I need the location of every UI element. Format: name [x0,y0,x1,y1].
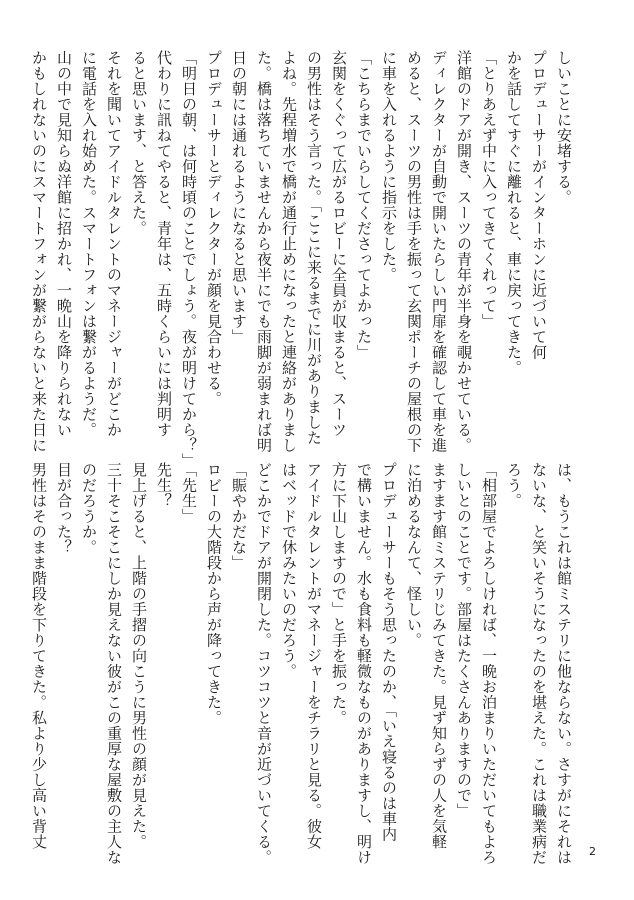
text-block-upper [30,50,576,469]
text-line: どこかでドアが開閉した。コツコツと音が近づいてくる。 [255,462,273,865]
text-line: ないな、と笑いそうになったのを堪えた。これは職業病だ [530,462,548,865]
text-line: めると、スーツの男性は手を振って玄関ポーチの屋根の下 [405,50,423,453]
text-line: のだろうか。 [80,462,98,555]
text-line: プロデューサーとディレクターが顔を見合わせる。 [205,50,223,407]
text-line: しいとのことです。部屋はたくさんありますので」 [455,462,473,819]
text-line: ディレクターが自動で開いたらしい門扉を確認して車を進 [430,50,448,453]
text-line: に電話を入れ始めた。スマートフォンは繋がるようだ。 [80,50,98,438]
text-line: 玄関をくぐって広がるロビーに全員が収まると、スーツ [330,50,348,438]
text-line: 「こちらまでいらしてくださってよかった」 [355,50,373,360]
page-number: 2 [589,845,596,858]
text-line: 日の朝には通れるようになると思います」 [230,50,248,345]
text-line: ろう。 [505,462,523,509]
text-line: た。橋は落ちていませんから夜半にでも雨脚が弱まれば明 [255,50,273,453]
text-block-lower [30,462,576,865]
text-line: プロデューサーもそう思ったのか、「いえ寝るのは車内 [380,462,398,842]
text-line: 目が合った？ [55,462,73,555]
text-line: 「相部屋でよろしければ、一晩お泊まりいただいてもよろ [480,462,498,865]
text-line: 方に下山しますので」と手を振った。 [330,462,348,726]
text-line: ると思います、と答えた。 [130,50,148,236]
text-line: ますます館ミステリじみてきた。見ず知らずの人を気軽 [430,462,448,850]
text-line: 「先生」 [180,462,198,524]
text-line: それを聞いてアイドルタレントのマネージャーがどこか [105,50,123,438]
text-line: かもしれないのにスマートフォンが繋がらないと来た日に [30,50,48,453]
text-line: の男性はそう言った。「ここに来るまでに川がありました [305,50,323,446]
text-line: は、もうこれは館ミステリに他ならない。さすがにそれは [555,462,573,865]
text-line: で構いません。水も食料も軽微なものがありますし、明け [355,462,373,865]
text-line: 「とりあえず中に入ってきてくれって」 [480,50,498,329]
text-line: 男性はそのまま階段を下りてきた。私より少し高い背丈 [30,462,48,850]
text-line: よね。先程増水で橋が通行止めになったと連絡がありまし [280,50,298,453]
text-line: ロビーの大階段から声が降ってきた。 [205,462,223,726]
text-line: 「明日の朝、は何時頃のことでしょう。夜が明けてから？」 [180,50,198,469]
text-line: プロデューサーがインターホンに近づいて何 [530,50,548,360]
text-line: アイドルタレントがマネージャーをチラリと見る。彼女 [305,462,323,850]
text-line: に泊めるなんて、怪しい。 [405,462,423,648]
text-line: に車を入れるように指示をした。 [380,50,398,283]
text-line: はベッドで休みたいのだろう。 [280,462,298,679]
text-line: 見上げると、上階の手摺の向こうに男性の顔が見えた。 [130,462,148,850]
text-line: 山の中で見知らぬ洋館に招かれ、一晩山を降りられない [55,50,73,438]
text-line: しいことに安堵する。 [555,50,573,205]
text-line: かを話してすぐに離れると、車に戻ってきた。 [505,50,523,376]
text-line: 代わりに訊ねてやると、青年は、五時くらいには判明す [155,50,173,438]
text-line: 先生？ [155,462,173,509]
text-line: 三十そこそこにしか見えない彼がこの重厚な屋敷の主人な [105,462,123,865]
text-line: 「賑やかだな」 [230,462,248,571]
text-line: 洋館のドアが開き、スーツの青年が半身を覗かせている。 [455,50,473,453]
